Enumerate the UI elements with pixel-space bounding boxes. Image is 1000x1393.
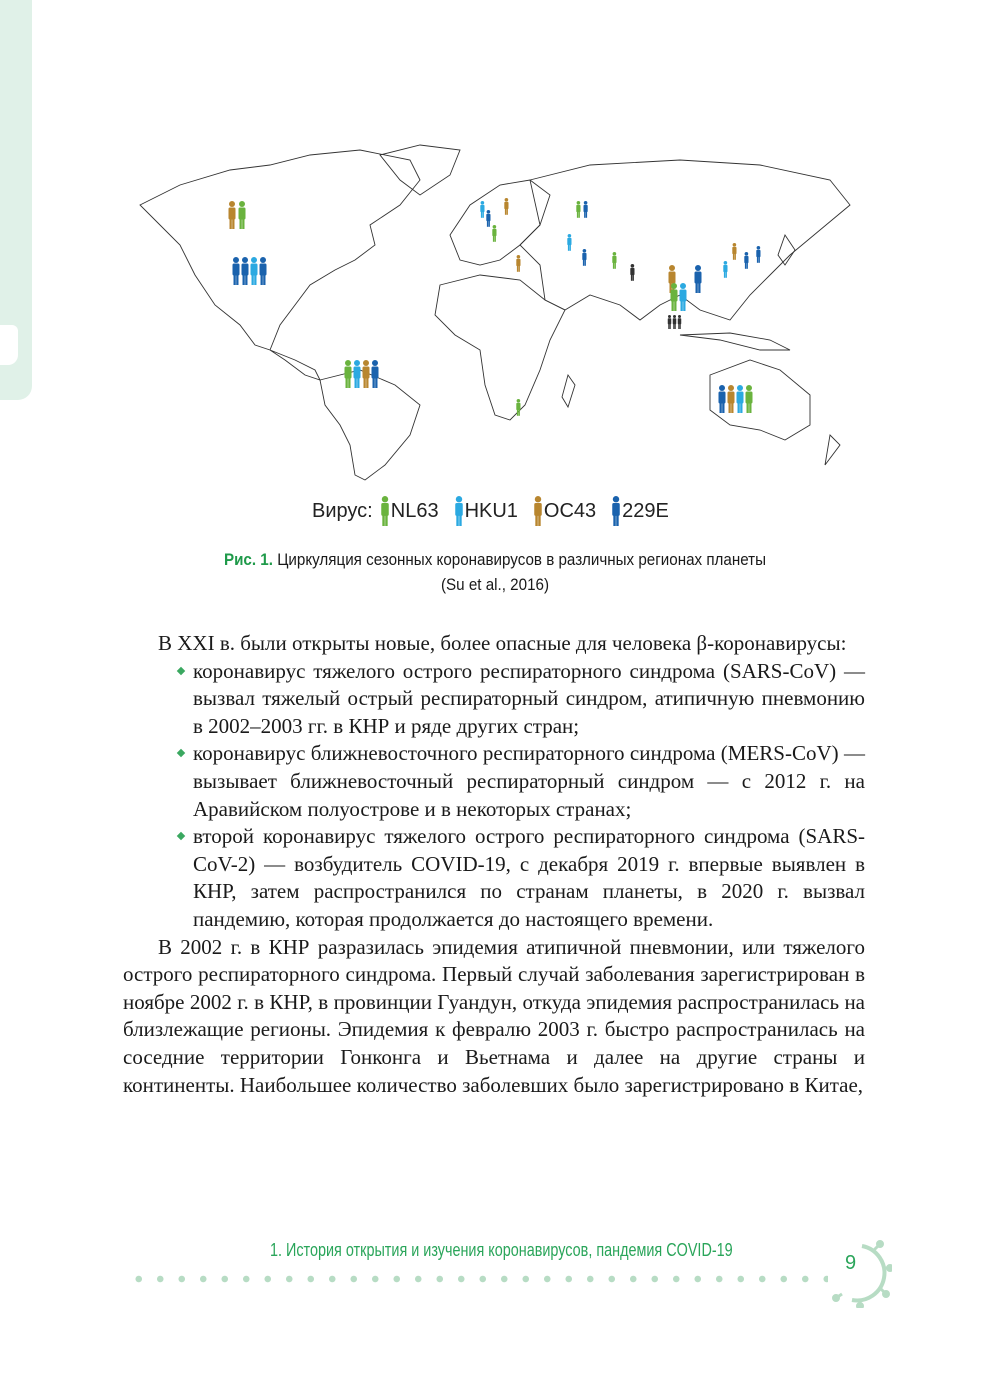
- legend-label: OC43: [543, 499, 597, 522]
- legend-label: 229E: [622, 499, 669, 522]
- caption-text: Циркуляция сезонных коронавирусов в различных регионах планеты: [277, 551, 767, 569]
- list-item-text: коронавирус ближневосточного респираторного синдрома (MERS-CoV) — вызывает ближневосточный респираторный синдром — с 2012 г. на Аравийском полуострове и в некоторых странах;: [193, 741, 865, 821]
- legend-item-nl63: [379, 496, 439, 526]
- north-america: [140, 150, 420, 350]
- caption-source: (Su et al., 2016): [440, 576, 550, 594]
- figure-caption: [159, 548, 831, 598]
- side-tab-decoration: [0, 0, 32, 400]
- person-icon: [379, 496, 391, 526]
- body-text: [123, 630, 865, 1099]
- legend-title: Вирус:: [312, 499, 373, 522]
- bullet-icon: [177, 832, 185, 840]
- person-icon: [532, 496, 544, 526]
- bullet-icon: [177, 749, 185, 757]
- bullet-icon: [177, 666, 185, 674]
- europe: [450, 180, 550, 265]
- person-icon: [453, 496, 465, 526]
- japan: [778, 235, 795, 265]
- virus-list: [123, 658, 865, 934]
- greenland: [380, 145, 460, 195]
- indonesia: [680, 333, 790, 350]
- group-south-africa: [516, 399, 520, 416]
- virus-icon: [822, 1238, 892, 1308]
- intro-paragraph: В XXI в. были открыты новые, более опасные для человека β-коронавирусы:: [158, 631, 847, 655]
- side-tab-notch: [0, 325, 18, 365]
- map-legend: [312, 496, 677, 526]
- person-icon: [610, 496, 622, 526]
- world-map: [120, 135, 870, 485]
- group-australia: [719, 385, 753, 413]
- legend-item-oc43: [532, 496, 596, 526]
- legend-item-229e: [610, 496, 669, 526]
- central-america: [270, 350, 320, 380]
- legend-label: NL63: [390, 499, 439, 522]
- list-item: [193, 740, 865, 823]
- list-item-text: коронавирус тяжелого острого респираторного синдрома (SARS-CoV) — вызвал тяжелый острый респираторный синдром, атипичную пневмонию в 2002–2003 гг. в КНР и ряде других стран;: [193, 658, 865, 738]
- group-canada: [229, 201, 246, 229]
- south-america: [320, 370, 420, 480]
- group-china: [669, 265, 702, 311]
- group-japan: [723, 243, 760, 278]
- group-se-asia: [668, 315, 682, 329]
- caption-label: Рис. 1.: [223, 551, 273, 569]
- madagascar: [562, 375, 575, 407]
- list-item: [193, 823, 865, 933]
- list-item-text: второй коронавирус тяжелого острого респираторного синдрома (SARS-CoV-2) — возбудитель COVID-19, с декабря 2019 г. впервые выявлен в КНР, затем распространился по странам планеты, в 2020 г. вызвал пандемию, которая продолжается до настоящего времени.: [193, 824, 865, 931]
- africa: [435, 275, 565, 420]
- legend-label: HKU1: [464, 499, 518, 522]
- group-brazil: [345, 360, 379, 388]
- group-usa: [233, 257, 267, 285]
- dotted-divider: [128, 1275, 828, 1283]
- legend-item-hku1: [453, 496, 518, 526]
- list-item: [193, 658, 865, 741]
- continent-outlines: [140, 145, 850, 480]
- body-paragraph: В 2002 г. в КНР разразилась эпидемия атипичной пневмонии, или тяжелого острого респираторного синдрома. Первый случай заболевания зарегистрирован в ноябре 2002 г. в КНР, в провинции Гуандун, откуда эпидемия распространилась на близлежащие регионы. Эпидемия к февралю 2003 г. быстро распространилась на соседние территории Гонконга и Вьетнама и далее на другие страны и континенты. Наибольшее количество заболевших было зарегистрировано в Китае,: [123, 934, 865, 1097]
- new-zealand: [825, 435, 840, 465]
- people-icons: [229, 198, 761, 416]
- page-number: 9: [845, 1252, 857, 1274]
- running-footer: 1. История открытия и изучения коронавирусов, пандемия COVID-19: [270, 1240, 733, 1260]
- group-europe: [480, 198, 634, 281]
